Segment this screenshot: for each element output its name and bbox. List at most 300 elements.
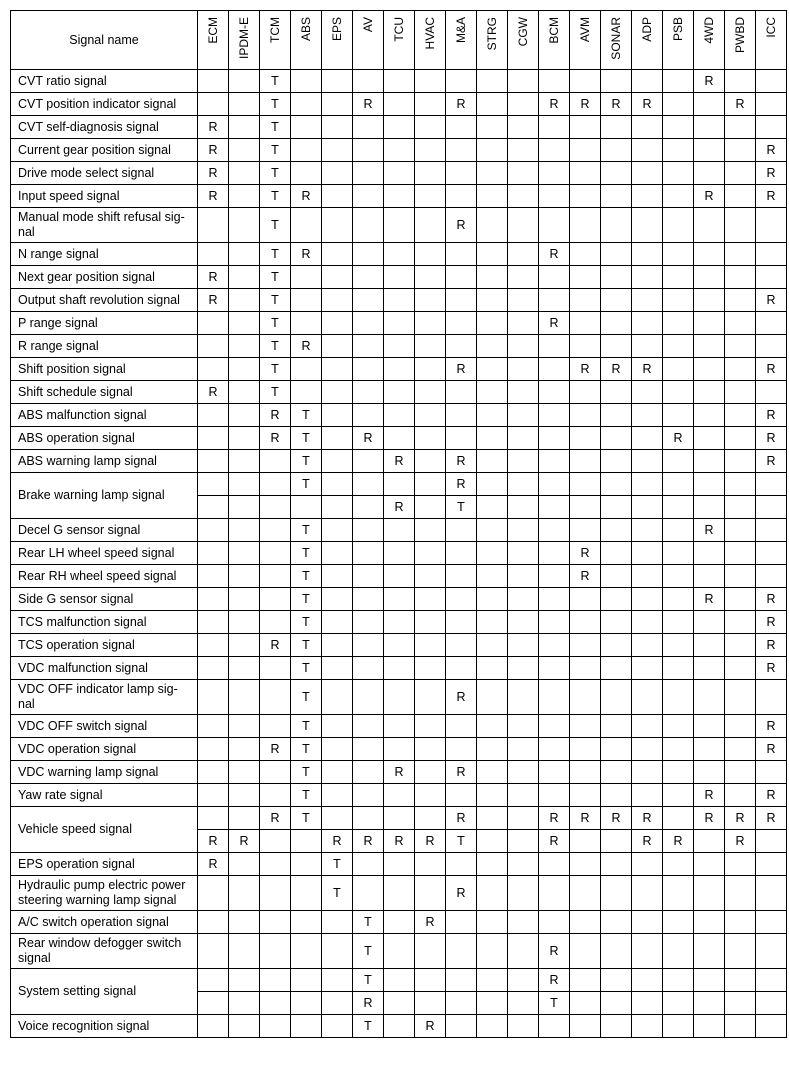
unit-header-ipdm-e <box>229 11 260 70</box>
cell-ipdm-e <box>229 289 260 312</box>
cell-sonar <box>601 162 632 185</box>
cell-ipdm-e <box>229 715 260 738</box>
cell-tcu <box>384 1015 415 1038</box>
signal-name: N range signal <box>11 243 198 266</box>
cell-m-a <box>446 784 477 807</box>
cell-m-a: R <box>446 761 477 784</box>
cell-ipdm-e <box>229 312 260 335</box>
signal-name: R range signal <box>11 335 198 358</box>
cell-avm <box>570 139 601 162</box>
table-row <box>11 450 787 473</box>
cell-av <box>353 116 384 139</box>
cell-tcm: T <box>260 335 291 358</box>
cell-strg <box>477 784 508 807</box>
cell-pwbd <box>725 657 756 680</box>
cell-pwbd: R <box>725 830 756 853</box>
cell-4wd <box>694 565 725 588</box>
cell-abs: R <box>291 243 322 266</box>
cell-abs <box>291 853 322 876</box>
unit-header-label: ABS <box>299 17 313 42</box>
cell-tcu <box>384 588 415 611</box>
cell-pwbd <box>725 1015 756 1038</box>
cell-tcm <box>260 784 291 807</box>
cell-av <box>353 542 384 565</box>
cell-4wd: R <box>694 588 725 611</box>
cell-tcm: T <box>260 208 291 243</box>
unit-header-label: PSB <box>671 17 685 42</box>
cell-4wd <box>694 992 725 1015</box>
cell-tcu <box>384 853 415 876</box>
cell-psb <box>663 473 694 496</box>
cell-sonar: R <box>601 358 632 381</box>
cell-hvac <box>415 784 446 807</box>
cell-abs: T <box>291 404 322 427</box>
cell-psb <box>663 404 694 427</box>
signal-name: Output shaft revolution signal <box>11 289 198 312</box>
signal-name: VDC OFF switch signal <box>11 715 198 738</box>
cell-bcm <box>539 185 570 208</box>
cell-m-a <box>446 381 477 404</box>
cell-sonar <box>601 853 632 876</box>
cell-pwbd <box>725 70 756 93</box>
unit-header-strg <box>477 11 508 70</box>
cell-icc <box>756 208 787 243</box>
cell-avm <box>570 784 601 807</box>
cell-strg <box>477 185 508 208</box>
unit-header-label: CGW <box>516 17 530 47</box>
cell-adp <box>632 657 663 680</box>
cell-4wd <box>694 715 725 738</box>
cell-strg <box>477 634 508 657</box>
unit-header-cgw <box>508 11 539 70</box>
cell-bcm <box>539 761 570 784</box>
cell-psb <box>663 358 694 381</box>
cell-avm <box>570 588 601 611</box>
cell-avm <box>570 243 601 266</box>
cell-ecm <box>198 911 229 934</box>
cell-ecm: R <box>198 266 229 289</box>
cell-psb <box>663 969 694 992</box>
cell-4wd <box>694 761 725 784</box>
cell-sonar <box>601 289 632 312</box>
cell-psb <box>663 934 694 969</box>
cell-ecm <box>198 1015 229 1038</box>
cell-tcm <box>260 969 291 992</box>
cell-cgw <box>508 911 539 934</box>
cell-strg <box>477 427 508 450</box>
cell-eps <box>322 680 353 715</box>
cell-4wd <box>694 611 725 634</box>
cell-ecm <box>198 738 229 761</box>
cell-psb <box>663 289 694 312</box>
cell-cgw <box>508 381 539 404</box>
unit-header-m-a <box>446 11 477 70</box>
cell-tcm: R <box>260 404 291 427</box>
cell-hvac <box>415 715 446 738</box>
cell-m-a <box>446 853 477 876</box>
cell-tcm: T <box>260 312 291 335</box>
cell-psb <box>663 715 694 738</box>
unit-header-pwbd <box>725 11 756 70</box>
cell-psb <box>663 542 694 565</box>
cell-icc: R <box>756 784 787 807</box>
cell-tcm <box>260 876 291 911</box>
cell-avm <box>570 335 601 358</box>
cell-ecm <box>198 611 229 634</box>
cell-ipdm-e <box>229 185 260 208</box>
cell-adp <box>632 738 663 761</box>
cell-av: R <box>353 992 384 1015</box>
cell-m-a <box>446 934 477 969</box>
cell-4wd: R <box>694 784 725 807</box>
signal-name: P range signal <box>11 312 198 335</box>
cell-ecm <box>198 715 229 738</box>
cell-ecm <box>198 784 229 807</box>
cell-tcm <box>260 761 291 784</box>
cell-eps <box>322 335 353 358</box>
cell-bcm <box>539 162 570 185</box>
cell-av <box>353 565 384 588</box>
cell-abs: T <box>291 565 322 588</box>
cell-eps <box>322 807 353 830</box>
cell-avm <box>570 1015 601 1038</box>
cell-icc <box>756 853 787 876</box>
cell-bcm <box>539 289 570 312</box>
cell-cgw <box>508 611 539 634</box>
cell-sonar <box>601 208 632 243</box>
cell-adp <box>632 934 663 969</box>
cell-icc <box>756 116 787 139</box>
cell-ipdm-e <box>229 139 260 162</box>
cell-hvac <box>415 289 446 312</box>
cell-ecm <box>198 404 229 427</box>
table-row <box>11 876 787 911</box>
cell-cgw <box>508 93 539 116</box>
cell-av <box>353 496 384 519</box>
cell-icc <box>756 542 787 565</box>
cell-ipdm-e <box>229 876 260 911</box>
cell-ecm <box>198 588 229 611</box>
cell-sonar <box>601 427 632 450</box>
cell-abs <box>291 496 322 519</box>
cell-adp <box>632 715 663 738</box>
cell-psb <box>663 381 694 404</box>
cell-adp <box>632 784 663 807</box>
cell-strg <box>477 289 508 312</box>
cell-tcm <box>260 715 291 738</box>
cell-ipdm-e <box>229 243 260 266</box>
cell-tcm: T <box>260 185 291 208</box>
cell-avm <box>570 738 601 761</box>
cell-tcm <box>260 992 291 1015</box>
cell-pwbd <box>725 185 756 208</box>
cell-ipdm-e <box>229 611 260 634</box>
cell-ecm <box>198 335 229 358</box>
cell-m-a <box>446 542 477 565</box>
cell-eps <box>322 93 353 116</box>
table-row <box>11 335 787 358</box>
cell-hvac <box>415 139 446 162</box>
cell-tcm: T <box>260 381 291 404</box>
cell-bcm <box>539 1015 570 1038</box>
signal-name: TCS operation signal <box>11 634 198 657</box>
cell-bcm <box>539 496 570 519</box>
cell-m-a: R <box>446 358 477 381</box>
cell-ecm <box>198 243 229 266</box>
cell-eps <box>322 289 353 312</box>
cell-m-a: R <box>446 473 477 496</box>
cell-eps <box>322 992 353 1015</box>
cell-cgw <box>508 519 539 542</box>
cell-pwbd <box>725 496 756 519</box>
cell-hvac <box>415 588 446 611</box>
cell-sonar <box>601 911 632 934</box>
cell-eps <box>322 715 353 738</box>
cell-m-a <box>446 911 477 934</box>
cell-sonar <box>601 738 632 761</box>
cell-bcm <box>539 208 570 243</box>
cell-ecm: R <box>198 185 229 208</box>
cell-ecm: R <box>198 162 229 185</box>
cell-m-a <box>446 404 477 427</box>
cell-abs <box>291 93 322 116</box>
cell-tcm: T <box>260 116 291 139</box>
cell-abs: T <box>291 680 322 715</box>
cell-tcm: T <box>260 266 291 289</box>
cell-tcu: R <box>384 450 415 473</box>
cell-eps <box>322 969 353 992</box>
cell-psb <box>663 611 694 634</box>
cell-icc <box>756 243 787 266</box>
cell-eps <box>322 185 353 208</box>
cell-ecm <box>198 634 229 657</box>
cell-ipdm-e <box>229 565 260 588</box>
cell-abs: T <box>291 784 322 807</box>
cell-psb <box>663 139 694 162</box>
signal-name: Current gear position signal <box>11 139 198 162</box>
cell-eps <box>322 208 353 243</box>
cell-strg <box>477 807 508 830</box>
cell-m-a <box>446 588 477 611</box>
cell-tcu <box>384 358 415 381</box>
cell-avm <box>570 519 601 542</box>
cell-hvac <box>415 657 446 680</box>
cell-ecm <box>198 876 229 911</box>
cell-avm <box>570 473 601 496</box>
cell-psb <box>663 116 694 139</box>
cell-m-a <box>446 70 477 93</box>
cell-sonar <box>601 992 632 1015</box>
cell-ipdm-e <box>229 208 260 243</box>
cell-abs <box>291 266 322 289</box>
cell-avm <box>570 162 601 185</box>
cell-ipdm-e <box>229 358 260 381</box>
cell-hvac <box>415 738 446 761</box>
cell-hvac <box>415 969 446 992</box>
cell-ipdm-e <box>229 542 260 565</box>
cell-icc: R <box>756 807 787 830</box>
cell-4wd: R <box>694 807 725 830</box>
cell-adp <box>632 312 663 335</box>
cell-4wd <box>694 358 725 381</box>
cell-cgw <box>508 738 539 761</box>
cell-adp <box>632 450 663 473</box>
cell-hvac <box>415 473 446 496</box>
cell-av <box>353 588 384 611</box>
unit-header-label: EPS <box>330 17 344 42</box>
cell-ecm <box>198 473 229 496</box>
cell-m-a: R <box>446 680 477 715</box>
cell-cgw <box>508 807 539 830</box>
unit-header-label: 4WD <box>702 17 716 44</box>
cell-tcm: R <box>260 807 291 830</box>
cell-cgw <box>508 185 539 208</box>
cell-cgw <box>508 657 539 680</box>
signal-name: TCS malfunction signal <box>11 611 198 634</box>
cell-4wd <box>694 139 725 162</box>
cell-eps <box>322 911 353 934</box>
cell-ecm <box>198 93 229 116</box>
cell-psb <box>663 162 694 185</box>
signal-name: Manual mode shift refusal sig- nal <box>11 208 198 243</box>
unit-header-label: PWBD <box>733 17 747 53</box>
cell-ipdm-e <box>229 911 260 934</box>
cell-strg <box>477 519 508 542</box>
cell-m-a <box>446 243 477 266</box>
cell-ipdm-e <box>229 116 260 139</box>
cell-m-a <box>446 335 477 358</box>
cell-eps <box>322 634 353 657</box>
cell-psb <box>663 738 694 761</box>
cell-tcu: R <box>384 496 415 519</box>
cell-tcm <box>260 830 291 853</box>
cell-pwbd <box>725 761 756 784</box>
cell-4wd: R <box>694 70 725 93</box>
cell-ipdm-e <box>229 93 260 116</box>
cell-pwbd <box>725 542 756 565</box>
cell-m-a <box>446 657 477 680</box>
cell-pwbd: R <box>725 807 756 830</box>
cell-4wd <box>694 266 725 289</box>
cell-pwbd <box>725 162 756 185</box>
cell-cgw <box>508 680 539 715</box>
cell-avm <box>570 761 601 784</box>
cell-sonar <box>601 588 632 611</box>
cell-avm <box>570 312 601 335</box>
cell-bcm: R <box>539 93 570 116</box>
cell-icc: R <box>756 139 787 162</box>
cell-avm <box>570 611 601 634</box>
cell-strg <box>477 358 508 381</box>
cell-avm <box>570 289 601 312</box>
cell-cgw <box>508 162 539 185</box>
cell-tcu <box>384 70 415 93</box>
cell-icc: R <box>756 738 787 761</box>
cell-4wd <box>694 969 725 992</box>
cell-strg <box>477 969 508 992</box>
signal-name: Yaw rate signal <box>11 784 198 807</box>
signal-name: Voice recognition signal <box>11 1015 198 1038</box>
cell-bcm <box>539 266 570 289</box>
unit-header-ecm <box>198 11 229 70</box>
cell-ecm <box>198 761 229 784</box>
cell-av <box>353 761 384 784</box>
cell-cgw <box>508 830 539 853</box>
table-row <box>11 139 787 162</box>
table-row <box>11 70 787 93</box>
signal-name: Shift position signal <box>11 358 198 381</box>
cell-ecm <box>198 542 229 565</box>
cell-av <box>353 519 384 542</box>
cell-tcu <box>384 807 415 830</box>
cell-bcm: R <box>539 243 570 266</box>
cell-tcm: T <box>260 243 291 266</box>
cell-abs <box>291 116 322 139</box>
cell-bcm <box>539 116 570 139</box>
cell-adp <box>632 335 663 358</box>
cell-tcu <box>384 634 415 657</box>
cell-av <box>353 876 384 911</box>
cell-cgw <box>508 473 539 496</box>
cell-pwbd <box>725 853 756 876</box>
cell-bcm <box>539 876 570 911</box>
cell-sonar <box>601 139 632 162</box>
cell-cgw <box>508 969 539 992</box>
cell-icc <box>756 934 787 969</box>
table-row <box>11 519 787 542</box>
cell-sonar <box>601 185 632 208</box>
signal-name: System setting signal <box>11 969 198 1015</box>
unit-header-sonar <box>601 11 632 70</box>
cell-strg <box>477 335 508 358</box>
cell-psb <box>663 450 694 473</box>
cell-tcu <box>384 992 415 1015</box>
cell-icc: R <box>756 611 787 634</box>
cell-hvac <box>415 185 446 208</box>
unit-header-4wd <box>694 11 725 70</box>
cell-psb: R <box>663 427 694 450</box>
cell-tcm: R <box>260 738 291 761</box>
cell-abs <box>291 312 322 335</box>
cell-hvac <box>415 312 446 335</box>
cell-pwbd <box>725 404 756 427</box>
cell-av <box>353 473 384 496</box>
cell-hvac <box>415 992 446 1015</box>
cell-4wd <box>694 208 725 243</box>
cell-eps <box>322 611 353 634</box>
cell-ecm <box>198 208 229 243</box>
table-row <box>11 473 787 496</box>
cell-m-a: R <box>446 93 477 116</box>
cell-icc <box>756 381 787 404</box>
signal-name: ABS operation signal <box>11 427 198 450</box>
cell-hvac <box>415 853 446 876</box>
cell-4wd <box>694 381 725 404</box>
cell-tcu <box>384 208 415 243</box>
table-row <box>11 761 787 784</box>
cell-avm <box>570 404 601 427</box>
cell-hvac <box>415 381 446 404</box>
cell-4wd <box>694 657 725 680</box>
cell-icc <box>756 1015 787 1038</box>
cell-pwbd: R <box>725 93 756 116</box>
unit-header-label: TCM <box>268 17 282 43</box>
signal-name: EPS operation signal <box>11 853 198 876</box>
cell-ecm: R <box>198 139 229 162</box>
cell-strg <box>477 312 508 335</box>
cell-icc <box>756 876 787 911</box>
cell-m-a <box>446 992 477 1015</box>
